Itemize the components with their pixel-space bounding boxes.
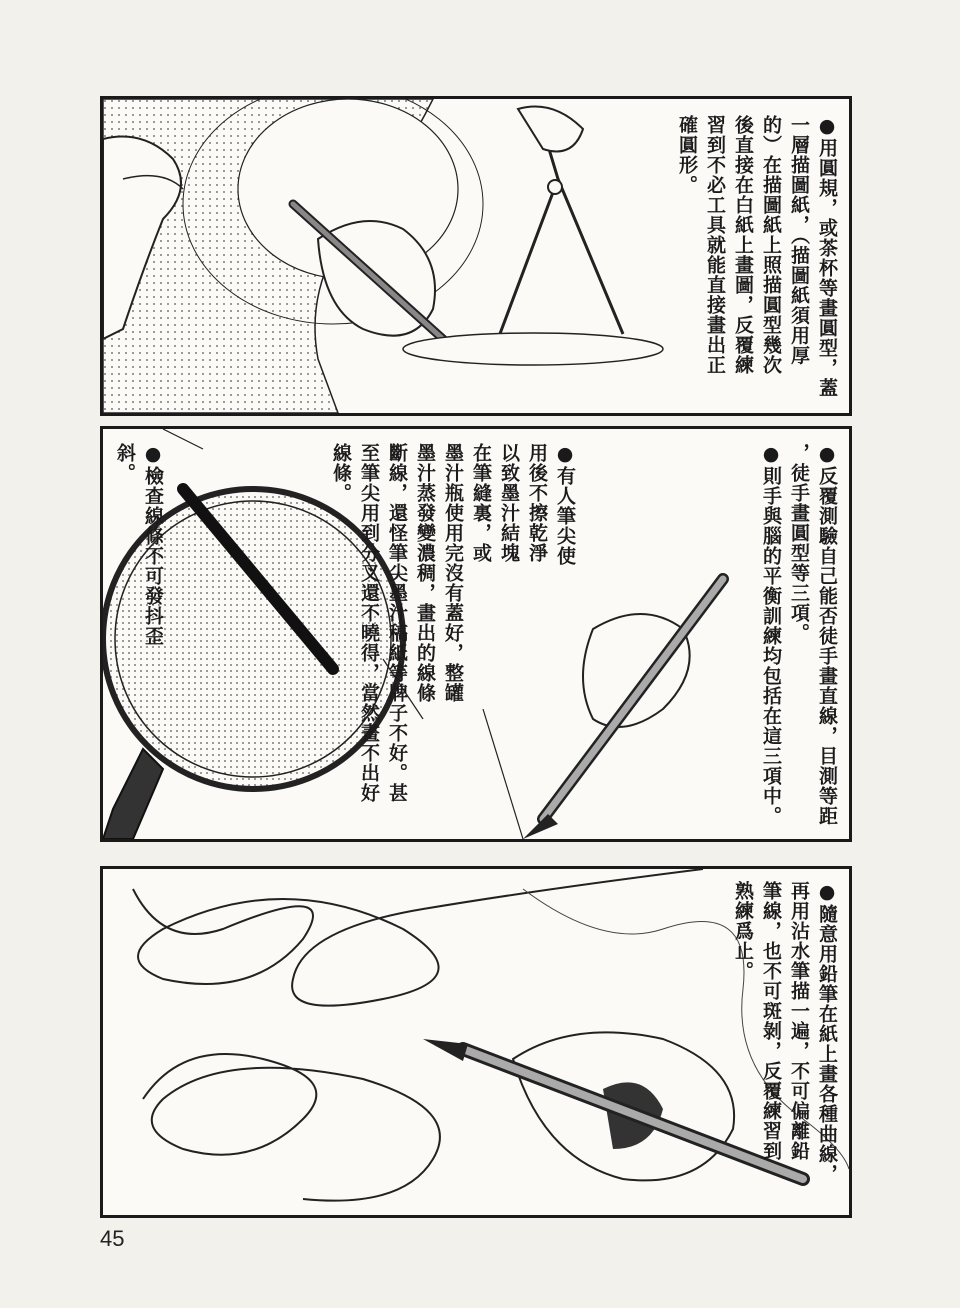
caption-compass-instructions: ●用圓規，或茶杯等畫圓型，蓋 一層描圖紙，（描圖紙須用厚 的）在描圖紙上照描圓型幾次 後直接在白紙上畫圖，反覆練 習到不必工具就能直接畫出正 確圓形。 — [676, 115, 838, 398]
caption-check-lines: ●檢查線條不可發抖歪斜。 — [114, 443, 164, 646]
panel-curve-practice — [100, 866, 852, 1218]
page-number: 45 — [100, 1226, 125, 1251]
caption-curve-practice: ●隨意用鉛筆在紙上畫各種曲線， 再用沾水筆描一遍，不可偏離鉛 筆線，也不可斑剝，反覆練習到 熟練爲止。 — [732, 881, 838, 1184]
caption-pen-care: ●有人筆尖使 用後不擦乾淨 以致墨汁結塊 在筆縫裏，或 墨汁瓶使用完沒有蓋好，整罐 墨汁蒸發變濃稠，畫出的線條 斷線，還怪筆尖墨汁稿紙等牌子不好。甚 至筆尖用到分叉還不曉得，當然畫不出好 線條。 — [330, 443, 576, 803]
panel-compass-circle — [100, 96, 852, 416]
panel-magnifier-pen — [100, 426, 852, 842]
caption-freehand-test: ●反覆測驗自己能否徒手畫直線，目測等距 ，徒手畫圓型等三項。 ●則手與腦的平衡訓練均包括在這三項中。 — [760, 443, 838, 826]
